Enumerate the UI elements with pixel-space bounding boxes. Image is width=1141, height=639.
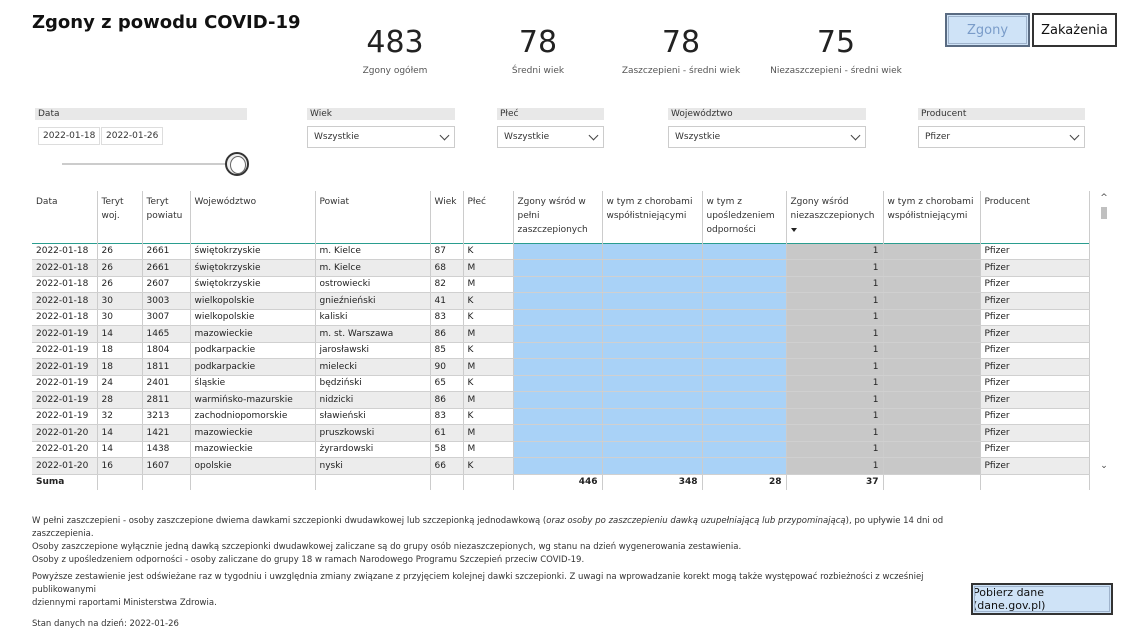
table-cell: Pfizer: [980, 326, 1089, 343]
table-cell: 1: [786, 260, 883, 277]
age-filter-label: Wiek: [307, 108, 455, 120]
column-header[interactable]: w tym z chorobami współistniejącymi: [602, 191, 702, 243]
table-cell: [702, 375, 786, 392]
date-filter-label: Data: [35, 108, 247, 120]
table-cell: 1: [786, 342, 883, 359]
note-text: ), po upływie 14 dni od zaszczepienia.: [32, 516, 944, 539]
total-cell: [463, 474, 513, 490]
table-cell: [602, 359, 702, 376]
table-cell: nyski: [315, 458, 430, 475]
table-cell: 82: [430, 276, 463, 293]
table-cell: 2661: [142, 260, 190, 277]
chevron-down-icon: [440, 130, 450, 140]
column-header-sorted[interactable]: [786, 191, 883, 243]
voivodeship-dropdown[interactable]: [668, 126, 866, 148]
table-cell: 1: [786, 243, 883, 260]
table-cell: [883, 375, 980, 392]
table-cell: kaliski: [315, 309, 430, 326]
total-cell: [430, 474, 463, 490]
table-cell: [702, 425, 786, 442]
table-cell: 83: [430, 309, 463, 326]
data-state-date: Stan danych na dzień: 2022-01-26: [32, 619, 179, 629]
table-cell: 1: [786, 408, 883, 425]
table-cell: 14: [97, 425, 142, 442]
table-total-row: [32, 474, 1089, 490]
table-cell: świętokrzyskie: [190, 243, 315, 260]
scroll-down-icon[interactable]: ⌄: [1100, 461, 1108, 471]
table-cell: 2661: [142, 243, 190, 260]
table-cell: [883, 293, 980, 310]
table-cell: [602, 392, 702, 409]
table-cell: [602, 243, 702, 260]
table-cell: Pfizer: [980, 359, 1089, 376]
table-cell: 3003: [142, 293, 190, 310]
table-cell: [883, 392, 980, 409]
total-cell: [142, 474, 190, 490]
table-cell: [702, 276, 786, 293]
table-cell: warmińsko-mazurskie: [190, 392, 315, 409]
table-cell: [702, 392, 786, 409]
table-cell: M: [463, 276, 513, 293]
table-cell: K: [463, 293, 513, 310]
kpi-label: Zgony ogółem: [362, 66, 428, 76]
total-label: Suma: [32, 474, 97, 490]
table-cell: 1438: [142, 441, 190, 458]
table-cell: M: [463, 359, 513, 376]
table-row[interactable]: [32, 408, 1089, 425]
table-cell: 26: [97, 260, 142, 277]
table-cell: mielecki: [315, 359, 430, 376]
table-cell: [702, 293, 786, 310]
table-cell: [702, 458, 786, 475]
table-cell: K: [463, 375, 513, 392]
table-cell: [702, 243, 786, 260]
table-cell: [513, 293, 602, 310]
table-cell: [602, 375, 702, 392]
table-cell: 1: [786, 309, 883, 326]
table-row[interactable]: [32, 342, 1089, 359]
table-cell: 1: [786, 392, 883, 409]
table-scrollbar[interactable]: [1100, 193, 1108, 471]
table-cell: Pfizer: [980, 441, 1089, 458]
deaths-table: [32, 191, 1089, 490]
table-cell: 86: [430, 326, 463, 343]
table-cell: 2022-01-19: [32, 375, 97, 392]
table-cell: 1: [786, 326, 883, 343]
column-header[interactable]: Zgony wśród w pełni zaszczepionych: [513, 191, 602, 243]
table-cell: Pfizer: [980, 425, 1089, 442]
age-dropdown[interactable]: [307, 126, 455, 148]
table-cell: [702, 342, 786, 359]
column-header[interactable]: Teryt woj.: [97, 191, 142, 243]
table-cell: podkarpackie: [190, 342, 315, 359]
table-cell: m. st. Warszawa: [315, 326, 430, 343]
total-cell: [315, 474, 430, 490]
table-cell: 32: [97, 408, 142, 425]
table-cell: 2022-01-20: [32, 441, 97, 458]
table-cell: 68: [430, 260, 463, 277]
table-cell: Pfizer: [980, 375, 1089, 392]
table-cell: M: [463, 260, 513, 277]
table-cell: [883, 326, 980, 343]
table-cell: K: [463, 342, 513, 359]
table-cell: 2401: [142, 375, 190, 392]
total-cell: 28: [702, 474, 786, 490]
column-header[interactable]: w tym z chorobami współistniejącymi: [883, 191, 980, 243]
table-cell: [602, 326, 702, 343]
kpi-label: Średni wiek: [511, 66, 565, 76]
voivodeship-dropdown-value: Wszystkie: [675, 132, 721, 142]
table-cell: [702, 359, 786, 376]
table-row[interactable]: [32, 425, 1089, 442]
table-cell: [513, 309, 602, 326]
table-cell: [883, 408, 980, 425]
page-title: Zgony z powodu COVID-19: [32, 12, 301, 33]
table-row[interactable]: [32, 309, 1089, 326]
table-cell: [602, 458, 702, 475]
table-row[interactable]: [32, 441, 1089, 458]
table-cell: 2022-01-20: [32, 425, 97, 442]
table-cell: jarosławski: [315, 342, 430, 359]
age-dropdown-value: Wszystkie: [314, 132, 360, 142]
table-cell: M: [463, 425, 513, 442]
table-cell: 41: [430, 293, 463, 310]
table-cell: świętokrzyskie: [190, 260, 315, 277]
column-header[interactable]: w tym z upośledzeniem odporności: [702, 191, 786, 243]
sex-dropdown-value: Wszystkie: [504, 132, 550, 142]
kpi-value: 75: [816, 25, 856, 60]
table-cell: [883, 243, 980, 260]
table-cell: 2022-01-19: [32, 392, 97, 409]
table-row[interactable]: [32, 375, 1089, 392]
age-filter: [307, 108, 455, 148]
table-cell: [883, 441, 980, 458]
table-cell: 24: [97, 375, 142, 392]
table-cell: gnieźnieński: [315, 293, 430, 310]
kpi-value: 78: [518, 25, 558, 60]
column-header[interactable]: Data: [32, 191, 97, 243]
table-cell: 1: [786, 293, 883, 310]
total-cell: [883, 474, 980, 490]
table-cell: [513, 392, 602, 409]
table-cell: [883, 260, 980, 277]
kpi-label: Niezaszczepieni - średni wiek: [770, 66, 902, 76]
table-cell: 26: [97, 243, 142, 260]
total-cell: [190, 474, 315, 490]
table-cell: 3213: [142, 408, 190, 425]
footnotes: [32, 515, 952, 631]
table-cell: Pfizer: [980, 408, 1089, 425]
table-cell: m. Kielce: [315, 243, 430, 260]
table-cell: świętokrzyskie: [190, 276, 315, 293]
table-cell: M: [463, 441, 513, 458]
table-cell: pruszkowski: [315, 425, 430, 442]
chevron-down-icon: [1070, 130, 1080, 140]
table-cell: wielkopolskie: [190, 309, 315, 326]
table-cell: 1: [786, 441, 883, 458]
table-cell: 26: [97, 276, 142, 293]
date-filter: [35, 108, 247, 120]
producer-dropdown-value: Pfizer: [925, 132, 951, 142]
table-cell: m. Kielce: [315, 260, 430, 277]
table-cell: 30: [97, 309, 142, 326]
table-cell: nidzicki: [315, 392, 430, 409]
table-cell: wielkopolskie: [190, 293, 315, 310]
table-cell: 18: [97, 359, 142, 376]
table-cell: [883, 359, 980, 376]
table-row[interactable]: [32, 260, 1089, 277]
table-cell: sławieński: [315, 408, 430, 425]
table-cell: 1421: [142, 425, 190, 442]
table-cell: [883, 425, 980, 442]
total-cell: [97, 474, 142, 490]
column-header[interactable]: Wiek: [430, 191, 463, 243]
note-fully-vaccinated: [32, 515, 952, 541]
table-cell: [883, 276, 980, 293]
table-cell: 28: [97, 392, 142, 409]
kpi-label: Zaszczepieni - średni wiek: [621, 66, 741, 76]
table-cell: [883, 309, 980, 326]
column-header[interactable]: Płeć: [463, 191, 513, 243]
kpi-average-age: [463, 26, 613, 76]
date-to-input[interactable]: 2022-01-26: [101, 127, 163, 145]
table-cell: 1804: [142, 342, 190, 359]
table-cell: [513, 276, 602, 293]
table-cell: 2022-01-19: [32, 408, 97, 425]
tab-zakazenia[interactable]: Zakażenia: [1032, 13, 1117, 47]
column-header[interactable]: Województwo: [190, 191, 315, 243]
table-cell: K: [463, 458, 513, 475]
table-cell: [513, 458, 602, 475]
table-cell: 83: [430, 408, 463, 425]
table-cell: 1: [786, 458, 883, 475]
table-row[interactable]: [32, 293, 1089, 310]
table-cell: [702, 408, 786, 425]
table-cell: 2607: [142, 276, 190, 293]
table-cell: 2811: [142, 392, 190, 409]
table-cell: 65: [430, 375, 463, 392]
table-cell: [513, 243, 602, 260]
table-cell: 18: [97, 342, 142, 359]
table-cell: [513, 408, 602, 425]
table-cell: 2022-01-18: [32, 243, 97, 260]
table-cell: Pfizer: [980, 260, 1089, 277]
table-cell: mazowieckie: [190, 326, 315, 343]
column-header-label: Zgony wśród niezaszczepionych: [790, 197, 875, 221]
table-cell: 61: [430, 425, 463, 442]
table-cell: 30: [97, 293, 142, 310]
table-cell: [602, 276, 702, 293]
total-cell: 37: [786, 474, 883, 490]
table-cell: Pfizer: [980, 342, 1089, 359]
table-cell: 2022-01-19: [32, 359, 97, 376]
table-row[interactable]: [32, 359, 1089, 376]
total-cell: 446: [513, 474, 602, 490]
table-cell: [702, 309, 786, 326]
date-slider-track[interactable]: [62, 163, 242, 165]
table-cell: M: [463, 392, 513, 409]
table-cell: 1465: [142, 326, 190, 343]
table-cell: ostrowiecki: [315, 276, 430, 293]
table-cell: [513, 326, 602, 343]
table-cell: [602, 293, 702, 310]
table-row[interactable]: [32, 276, 1089, 293]
table-cell: 2022-01-19: [32, 342, 97, 359]
table-cell: żyrardowski: [315, 441, 430, 458]
kpi-value: 483: [366, 25, 424, 60]
table-cell: [513, 425, 602, 442]
note-immunocompromised: Osoby z upośledzeniem odporności - osoby zaliczane do grupy 18 w ramach Narodowego Programu Szczepień przeciw COVID-19.: [32, 555, 585, 565]
table-cell: 1: [786, 375, 883, 392]
scroll-up-icon[interactable]: ^: [1100, 193, 1108, 203]
table-cell: [602, 441, 702, 458]
tab-zgony[interactable]: Zgony: [945, 13, 1030, 47]
table-cell: 16: [97, 458, 142, 475]
table-cell: [702, 260, 786, 277]
table-cell: Pfizer: [980, 309, 1089, 326]
sort-descending-icon: [791, 228, 797, 232]
table-cell: [602, 342, 702, 359]
table-body: [32, 243, 1089, 474]
producer-dropdown[interactable]: [918, 126, 1085, 148]
table-cell: 90: [430, 359, 463, 376]
table-cell: opolskie: [190, 458, 315, 475]
table-cell: będziński: [315, 375, 430, 392]
kpi-total-deaths: [320, 26, 470, 76]
table-cell: Pfizer: [980, 458, 1089, 475]
note-refresh: Powyższe zestawienie jest odświeżane raz w tygodniu i uwzględnia zmiany związane z przyjęciem kolejnej dawki szczepionki. Z uwagi na wprowadzanie korekt mogą także występować rozbieżności z wcześniej publikowanymi: [32, 572, 924, 595]
date-from-input[interactable]: 2022-01-18: [38, 127, 100, 145]
table-cell: Pfizer: [980, 243, 1089, 260]
kpi-value: 78: [661, 25, 701, 60]
table-cell: 1811: [142, 359, 190, 376]
table-cell: 14: [97, 441, 142, 458]
table-cell: [602, 408, 702, 425]
note-text: W pełni zaszczepieni - osoby zaszczepione dwiema dawkami szczepionki dwudawkowej lub szczepionką jednodawkową (: [32, 516, 547, 526]
table-cell: 2022-01-18: [32, 309, 97, 326]
producer-filter: [918, 108, 1085, 148]
table-cell: 14: [97, 326, 142, 343]
table-cell: 2022-01-18: [32, 276, 97, 293]
table-cell: [883, 342, 980, 359]
table-row[interactable]: [32, 243, 1089, 260]
table-cell: mazowieckie: [190, 425, 315, 442]
note-one-dose: Osoby zaszczepione wyłącznie jedną dawką szczepionki dwudawkowej zaliczane są do grupy osób niezaszczepionych, wg stanu na dzień wygenerowania zestawienia.: [32, 542, 742, 552]
date-slider-handle[interactable]: [225, 152, 249, 176]
table-cell: Pfizer: [980, 276, 1089, 293]
table-cell: 2022-01-18: [32, 260, 97, 277]
table-cell: 2022-01-18: [32, 293, 97, 310]
table-cell: [513, 260, 602, 277]
chevron-down-icon: [851, 130, 861, 140]
table-cell: 1: [786, 425, 883, 442]
table-cell: 1: [786, 359, 883, 376]
total-cell: [980, 474, 1089, 490]
table-cell: mazowieckie: [190, 441, 315, 458]
table-row[interactable]: [32, 392, 1089, 409]
sex-filter: [497, 108, 604, 148]
table-cell: Pfizer: [980, 392, 1089, 409]
column-header[interactable]: Powiat: [315, 191, 430, 243]
table-row[interactable]: [32, 458, 1089, 475]
voivodeship-filter: [668, 108, 866, 148]
kpi-vaccinated-average-age: [606, 26, 756, 76]
table-cell: [883, 458, 980, 475]
note-text-italic: oraz osoby po zaszczepieniu dawką uzupełniającą lub przypominającą: [546, 516, 846, 526]
table-cell: [602, 309, 702, 326]
table-cell: [602, 425, 702, 442]
total-cell: 348: [602, 474, 702, 490]
table-cell: K: [463, 243, 513, 260]
scrollbar-thumb[interactable]: [1101, 207, 1107, 219]
kpi-unvaccinated-average-age: [761, 26, 911, 76]
table-cell: 2022-01-19: [32, 326, 97, 343]
table-cell: 58: [430, 441, 463, 458]
table-cell: [702, 326, 786, 343]
table-cell: [602, 260, 702, 277]
column-header[interactable]: Producent: [980, 191, 1089, 243]
note-refresh-cont: dziennymi raportami Ministerstwa Zdrowia.: [32, 598, 217, 608]
table-cell: 1: [786, 276, 883, 293]
producer-filter-label: Producent: [918, 108, 1085, 120]
table-cell: 85: [430, 342, 463, 359]
table-cell: [702, 441, 786, 458]
voivodeship-filter-label: Województwo: [668, 108, 866, 120]
table-cell: [513, 359, 602, 376]
table-cell: 87: [430, 243, 463, 260]
table-cell: 86: [430, 392, 463, 409]
table-cell: 1607: [142, 458, 190, 475]
table-row[interactable]: [32, 326, 1089, 343]
table-cell: 66: [430, 458, 463, 475]
table-cell: zachodniopomorskie: [190, 408, 315, 425]
table-cell: 3007: [142, 309, 190, 326]
table-cell: podkarpackie: [190, 359, 315, 376]
table-cell: M: [463, 326, 513, 343]
table-cell: 2022-01-20: [32, 458, 97, 475]
table-cell: K: [463, 408, 513, 425]
table-cell: [513, 342, 602, 359]
chevron-down-icon: [589, 130, 599, 140]
table-cell: K: [463, 309, 513, 326]
table-cell: śląskie: [190, 375, 315, 392]
table-cell: [513, 441, 602, 458]
column-header[interactable]: Teryt powiatu: [142, 191, 190, 243]
table-cell: [513, 375, 602, 392]
download-data-button[interactable]: Pobierz dane (dane.gov.pl): [971, 583, 1113, 615]
sex-dropdown[interactable]: [497, 126, 604, 148]
table-cell: Pfizer: [980, 293, 1089, 310]
table-header-row: [32, 191, 1089, 243]
sex-filter-label: Płeć: [497, 108, 604, 120]
